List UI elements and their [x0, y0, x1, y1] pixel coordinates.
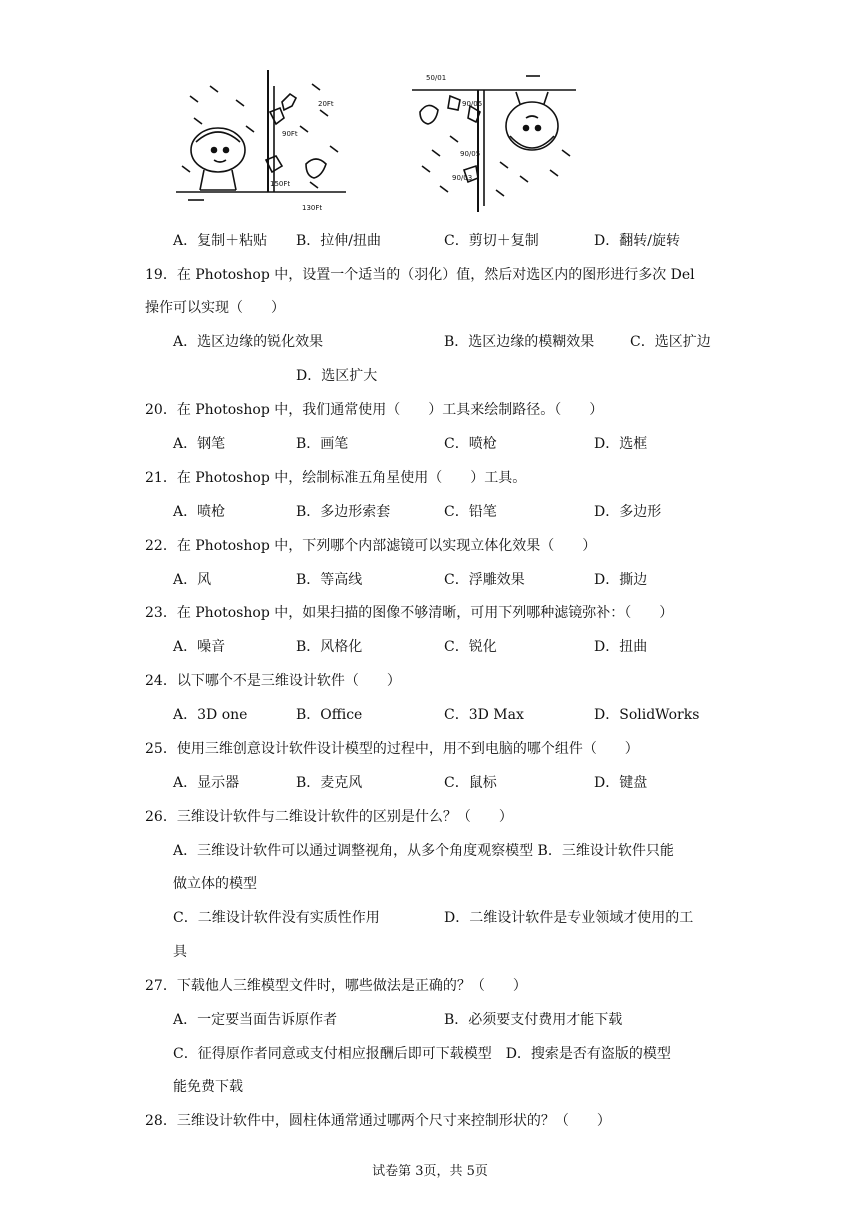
right-label-3: 90/05: [460, 150, 481, 158]
q18-option-c[interactable]: C．剪切＋复制: [444, 233, 539, 249]
q27-option-b[interactable]: B．必须要支付费用才能下载: [444, 1012, 623, 1028]
page-footer: 试卷第 3页，共 5页: [372, 1164, 488, 1179]
q26-line-2: 做立体的模型: [173, 876, 257, 892]
left-sketch: [176, 70, 346, 200]
q25-option-b[interactable]: B．麦克风: [296, 775, 363, 791]
q26-line-1[interactable]: A．三维设计软件可以通过调整视角，从多个角度观察模型 B．三维设计软件只能: [173, 843, 674, 859]
q28-stem: 28．三维设计软件中，圆柱体通常通过哪两个尺寸来控制形状的？（ ）: [145, 1113, 611, 1129]
q27-option-a[interactable]: A．一定要当面告诉原作者: [173, 1012, 338, 1028]
q19-option-c[interactable]: C．选区扩边: [630, 334, 711, 350]
q23-option-d[interactable]: D．扭曲: [594, 639, 648, 655]
q24-option-c[interactable]: C．3D Max: [444, 707, 524, 723]
q27-line-4: 能免费下载: [173, 1079, 243, 1095]
q21-option-b[interactable]: B．多边形索套: [296, 504, 391, 520]
right-label-4: 90/03: [452, 174, 473, 182]
q20-stem: 20．在 Photoshop 中，我们通常使用（ ）工具来绘制路径。（ ）: [145, 402, 604, 418]
q21-option-c[interactable]: C．铅笔: [444, 504, 497, 520]
q21-option-d[interactable]: D．多边形: [594, 504, 662, 520]
q19-option-d[interactable]: D．选区扩大: [296, 368, 378, 384]
q27-line-3[interactable]: C．征得原作者同意或支付相应报酬后即可下载模型 D．搜索是否有盗版的模型: [173, 1046, 671, 1062]
q19-option-b[interactable]: B．选区边缘的模糊效果: [444, 334, 595, 350]
q23-option-a[interactable]: A．噪音: [173, 639, 226, 655]
left-sketch-labels: [270, 100, 334, 212]
q18-option-a[interactable]: A．复制＋粘贴: [173, 233, 268, 249]
q21-option-a[interactable]: A．喷枪: [173, 504, 226, 520]
q26-stem: 26．三维设计软件与二维设计软件的区别是什么？（ ）: [145, 809, 513, 825]
q27-stem: 27．下载他人三维模型文件时，哪些做法是正确的？（ ）: [145, 978, 527, 994]
q21-stem: 21．在 Photoshop 中，绘制标准五角星使用（ ）工具。: [145, 470, 527, 486]
q24-option-a[interactable]: A．3D one: [173, 707, 248, 723]
q22-option-b[interactable]: B．等高线: [296, 572, 363, 588]
q26-option-d[interactable]: D．二维设计软件是专业领域才使用的工: [444, 910, 694, 926]
q22-option-a[interactable]: A．风: [173, 572, 212, 588]
left-label-3: 150Ft: [270, 180, 291, 188]
q19-option-a[interactable]: A．选区边缘的锐化效果: [173, 334, 324, 350]
left-label-2: 90Ft: [282, 130, 298, 138]
sketch-figure: [170, 66, 590, 216]
q25-option-a[interactable]: A．显示器: [173, 775, 240, 791]
q18-option-d[interactable]: D．翻转/旋转: [594, 233, 680, 249]
q18-option-b[interactable]: B．拉伸/扭曲: [296, 233, 382, 249]
q22-stem: 22．在 Photoshop 中，下列哪个内部滤镜可以实现立体化效果（ ）: [145, 538, 597, 554]
right-sketch: [412, 76, 576, 212]
q25-option-d[interactable]: D．键盘: [594, 775, 648, 791]
q23-option-c[interactable]: C．锐化: [444, 639, 497, 655]
q25-stem: 25．使用三维创意设计软件设计模型的过程中，用不到电脑的哪个组件（ ）: [145, 741, 639, 757]
q19-stem-line2: 操作可以实现（ ）: [145, 300, 285, 316]
q19-stem-line1: 19．在 Photoshop 中，设置一个适当的（羽化）值，然后对选区内的图形进行多次 Del: [145, 267, 695, 283]
q23-stem: 23．在 Photoshop 中，如果扫描的图像不够清晰，可用下列哪种滤镜弥补：（ ）: [145, 605, 674, 621]
q25-option-c[interactable]: C．鼠标: [444, 775, 497, 791]
right-label-1: 50/01: [426, 74, 447, 82]
q23-option-b[interactable]: B．风格化: [296, 639, 363, 655]
left-label-4: 130Ft: [302, 204, 323, 212]
q20-option-b[interactable]: B．画笔: [296, 436, 349, 452]
q20-option-d[interactable]: D．选框: [594, 436, 648, 452]
q26-option-c[interactable]: C．二维设计软件没有实质性作用: [173, 910, 380, 926]
q22-option-c[interactable]: C．浮雕效果: [444, 572, 525, 588]
q20-option-a[interactable]: A．钢笔: [173, 436, 226, 452]
q22-option-d[interactable]: D．撕边: [594, 572, 648, 588]
q26-line-5: 具: [173, 944, 187, 960]
q24-option-d[interactable]: D．SolidWorks: [594, 707, 700, 723]
right-label-2: 90/05: [462, 100, 483, 108]
q20-option-c[interactable]: C．喷枪: [444, 436, 497, 452]
q24-stem: 24．以下哪个不是三维设计软件（ ）: [145, 673, 401, 689]
left-label-1: 20Ft: [318, 100, 334, 108]
q24-option-b[interactable]: B．Office: [296, 707, 363, 723]
